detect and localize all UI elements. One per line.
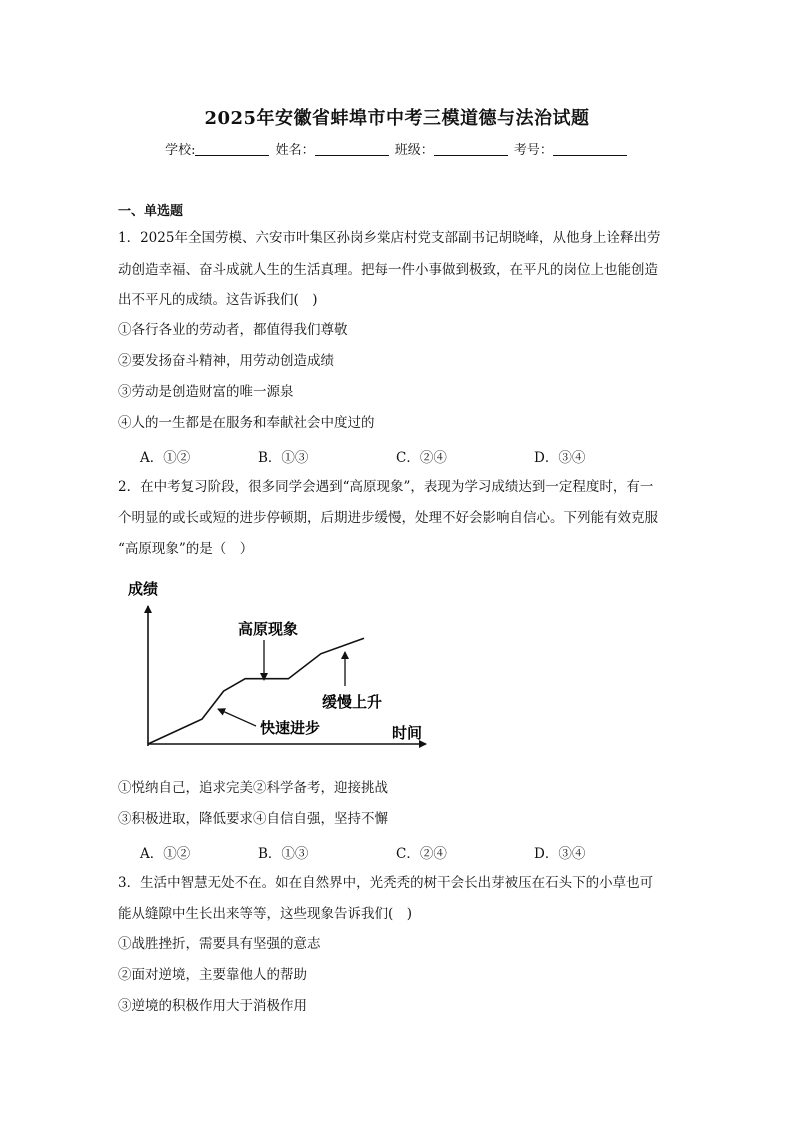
q2-option-a[interactable]: A．①② [140, 846, 191, 862]
q1-statement-2: ②要发扬奋斗精神，用劳动创造成绩 [118, 353, 334, 369]
q2-statements-1-2: ①悦纳自己，追求完美②科学备考，迎接挑战 [118, 780, 388, 796]
q1-option-c[interactable]: C．②④ [396, 450, 447, 466]
q1-option-b[interactable]: B．①③ [258, 450, 309, 466]
q1-stem-line1: 1．2025年全国劳模、六安市叶集区孙岗乡棠店村党支部副书记胡晓峰，从他身上诠释出劳 [118, 230, 661, 246]
q1-statement-1: ①各行各业的劳动者，都值得我们尊敬 [118, 322, 348, 338]
q2-option-b[interactable]: B．①③ [258, 846, 309, 862]
plateau-chart [118, 576, 438, 756]
school-label: 学校: [165, 143, 196, 158]
growth-curve [148, 638, 364, 744]
student-info-row [0, 139, 794, 158]
q3-statement-1: ①战胜挫折，需要具有坚强的意志 [118, 936, 321, 952]
annotation-plateau: 高原现象 [238, 620, 299, 638]
section-heading: 一、单选题 [118, 204, 184, 219]
y-axis-label: 成绩 [128, 580, 159, 598]
fast-progress-arrow [218, 709, 256, 726]
number-blank[interactable] [553, 143, 627, 156]
q3-stem-line1: 3．生活中智慧无处不在。如在自然界中，光秃秃的树干会长出芽被压在石头下的小草也可 [118, 875, 654, 891]
number-label: 考号： [513, 143, 553, 158]
q3-statement-2: ②面对逆境，主要靠他人的帮助 [118, 967, 307, 983]
q1-option-d[interactable]: D．③④ [534, 450, 586, 466]
q3-statement-3: ③逆境的积极作用大于消极作用 [118, 998, 307, 1014]
q3-stem-line2: 能从缝隙中生长出来等等，这些现象告诉我们( ) [118, 906, 413, 922]
x-axis-label: 时间 [392, 724, 423, 742]
page-title: 2025年安徽省蚌埠市中考三模道德与法治试题 [204, 108, 590, 129]
q2-stem-line2: 个明显的或长或短的进步停顿期，后期进步缓慢，处理不好会影响自信心。下列能有效克服 [118, 510, 658, 526]
q1-option-a[interactable]: A．①② [140, 450, 191, 466]
q1-stem-line2: 动创造幸福、奋斗成就人生的生活真理。把每一件小事做到极致，在平凡的岗位上也能创造 [118, 262, 658, 278]
q1-statement-3: ③劳动是创造财富的唯一源泉 [118, 384, 294, 400]
q2-option-d[interactable]: D．③④ [534, 846, 586, 862]
q2-stem-line1: 2．在中考复习阶段，很多同学会遇到“高原现象”，表现为学习成绩达到一定程度时，有一 [118, 479, 654, 495]
name-blank[interactable] [315, 143, 389, 156]
q1-statement-4: ④人的一生都是在服务和奉献社会中度过的 [118, 415, 375, 431]
class-label: 班级： [394, 143, 434, 158]
school-blank[interactable] [195, 143, 269, 156]
annotation-slow-rise: 缓慢上升 [322, 693, 383, 711]
q2-statements-3-4: ③积极进取，降低要求④自信自强，坚持不懈 [118, 811, 388, 827]
q1-stem-line3: 出不平凡的成绩。这告诉我们( ) [118, 292, 318, 308]
q2-option-c[interactable]: C．②④ [396, 846, 447, 862]
q2-stem-line3: “高原现象”的是（ ） [118, 541, 254, 557]
class-blank[interactable] [434, 143, 508, 156]
annotation-fast-progress: 快速进步 [260, 719, 321, 737]
name-label: 姓名： [275, 143, 315, 158]
